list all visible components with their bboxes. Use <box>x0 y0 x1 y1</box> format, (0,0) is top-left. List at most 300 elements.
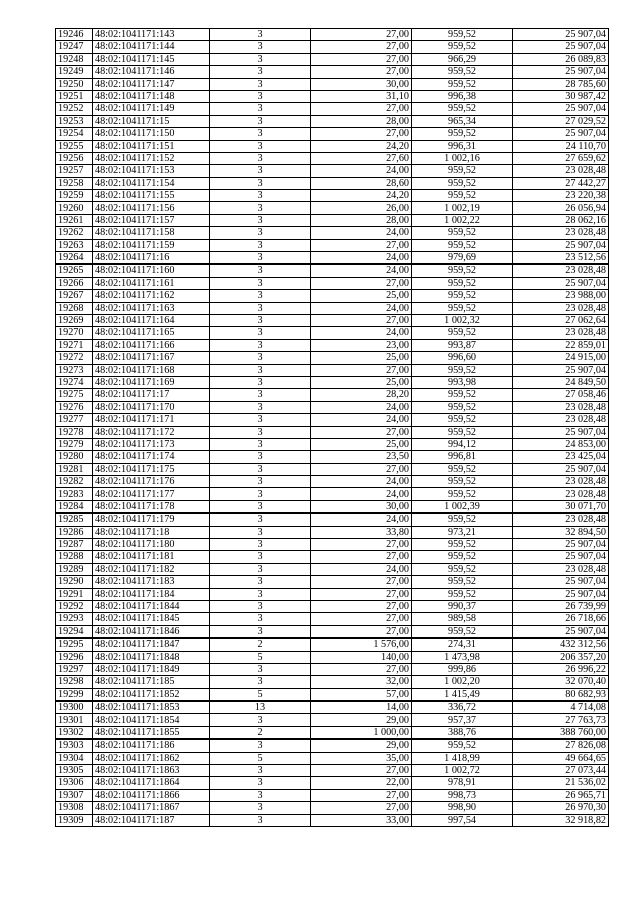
table-row <box>56 214 609 226</box>
row-number-cell: 19286 <box>56 526 93 538</box>
row-number-cell: 19298 <box>56 676 93 688</box>
row-number-cell: 19267 <box>56 290 93 302</box>
table-row <box>56 190 609 202</box>
area-cell: 1 000,00 <box>311 726 412 739</box>
row-number-cell: 19257 <box>56 165 93 177</box>
row-number-cell: 19258 <box>56 177 93 189</box>
cadastral-number-cell: 48:02:1041171:156 <box>93 202 210 214</box>
category-cell: 3 <box>210 115 311 127</box>
specific-value-cell: 959,52 <box>412 103 513 115</box>
cadastral-value-cell: 26 996,22 <box>513 663 609 675</box>
cadastral-number-cell: 48:02:1041171:181 <box>93 551 210 563</box>
cadastral-number-cell: 48:02:1041171:177 <box>93 488 210 500</box>
table-row <box>56 376 609 388</box>
table-row <box>56 576 609 588</box>
specific-value-cell: 959,52 <box>412 588 513 600</box>
area-cell: 27,00 <box>311 789 412 801</box>
category-cell: 3 <box>210 29 311 41</box>
area-cell: 33,80 <box>311 526 412 538</box>
cadastral-number-cell: 48:02:1041171:183 <box>93 576 210 588</box>
cadastral-value-cell: 25 907,04 <box>513 576 609 588</box>
cadastral-number-cell: 48:02:1041171:1864 <box>93 777 210 789</box>
category-cell: 3 <box>210 277 311 289</box>
row-number-cell: 19275 <box>56 389 93 401</box>
area-cell: 28,00 <box>311 115 412 127</box>
cadastral-number-cell: 48:02:1041171:185 <box>93 676 210 688</box>
area-cell: 27,00 <box>311 364 412 376</box>
cadastral-number-cell: 48:02:1041171:158 <box>93 227 210 239</box>
cadastral-value-cell: 25 907,04 <box>513 128 609 140</box>
cadastral-value-cell: 23 028,48 <box>513 563 609 575</box>
area-cell: 27,00 <box>311 66 412 78</box>
category-cell: 3 <box>210 463 311 475</box>
table-row <box>56 66 609 78</box>
table-row <box>56 290 609 302</box>
area-cell: 35,00 <box>311 752 412 764</box>
specific-value-cell: 959,52 <box>412 364 513 376</box>
table-row <box>56 765 609 777</box>
area-cell: 27,00 <box>311 41 412 53</box>
area-cell: 23,00 <box>311 339 412 351</box>
cadastral-number-cell: 48:02:1041171:161 <box>93 277 210 289</box>
table-row <box>56 438 609 450</box>
table-row <box>56 551 609 563</box>
area-cell: 24,00 <box>311 302 412 314</box>
cadastral-value-cell: 25 907,04 <box>513 426 609 438</box>
area-cell: 27,00 <box>311 128 412 140</box>
category-cell: 3 <box>210 264 311 277</box>
category-cell: 3 <box>210 576 311 588</box>
specific-value-cell: 959,52 <box>412 41 513 53</box>
cadastral-number-cell: 48:02:1041171:182 <box>93 563 210 575</box>
cadastral-value-cell: 25 907,04 <box>513 364 609 376</box>
category-cell: 3 <box>210 588 311 600</box>
specific-value-cell: 966,29 <box>412 53 513 65</box>
specific-value-cell: 1 002,39 <box>412 500 513 513</box>
category-cell: 3 <box>210 78 311 90</box>
specific-value-cell: 274,31 <box>412 638 513 651</box>
cadastral-value-cell: 26 739,99 <box>513 600 609 612</box>
table-row <box>56 414 609 426</box>
area-cell: 24,20 <box>311 190 412 202</box>
cadastral-number-cell: 48:02:1041171:160 <box>93 264 210 277</box>
category-cell: 3 <box>210 239 311 251</box>
category-cell: 13 <box>210 701 311 714</box>
cadastral-value-cell: 27 659,62 <box>513 152 609 164</box>
cadastral-value-cell: 25 907,04 <box>513 588 609 600</box>
specific-value-cell: 959,52 <box>412 29 513 41</box>
table-row <box>56 352 609 364</box>
cadastral-value-cell: 25 907,04 <box>513 239 609 251</box>
cadastral-value-cell: 23 028,48 <box>513 488 609 500</box>
area-cell: 57,00 <box>311 688 412 701</box>
row-number-cell: 19266 <box>56 277 93 289</box>
specific-value-cell: 998,73 <box>412 789 513 801</box>
cadastral-value-cell: 25 907,04 <box>513 277 609 289</box>
specific-value-cell: 959,52 <box>412 190 513 202</box>
cadastral-number-cell: 48:02:1041171:1844 <box>93 600 210 612</box>
area-cell: 24,00 <box>311 488 412 500</box>
specific-value-cell: 959,52 <box>412 277 513 289</box>
cadastral-number-cell: 48:02:1041171:176 <box>93 476 210 488</box>
row-number-cell: 19296 <box>56 651 93 663</box>
table-row <box>56 426 609 438</box>
cadastral-number-cell: 48:02:1041171:15 <box>93 115 210 127</box>
specific-value-cell: 959,52 <box>412 463 513 475</box>
area-cell: 30,00 <box>311 78 412 90</box>
row-number-cell: 19246 <box>56 29 93 41</box>
cadastral-number-cell: 48:02:1041171:16 <box>93 252 210 265</box>
cadastral-value-cell: 23 028,48 <box>513 302 609 314</box>
table-row <box>56 726 609 739</box>
cadastral-value-cell: 24 915,00 <box>513 352 609 364</box>
category-cell: 3 <box>210 41 311 53</box>
row-number-cell: 19300 <box>56 701 93 714</box>
cadastral-number-cell: 48:02:1041171:1855 <box>93 726 210 739</box>
cadastral-value-cell: 388 760,00 <box>513 726 609 739</box>
document-page <box>55 28 608 827</box>
row-number-cell: 19282 <box>56 476 93 488</box>
table-row <box>56 389 609 401</box>
area-cell: 27,00 <box>311 314 412 326</box>
area-cell: 27,00 <box>311 277 412 289</box>
cadastral-value-cell: 23 028,48 <box>513 414 609 426</box>
row-number-cell: 19293 <box>56 613 93 625</box>
area-cell: 140,00 <box>311 651 412 663</box>
cadastral-value-cell: 25 907,04 <box>513 551 609 563</box>
category-cell: 3 <box>210 663 311 675</box>
cadastral-value-cell: 32 918,82 <box>513 814 609 826</box>
row-number-cell: 19306 <box>56 777 93 789</box>
cadastral-value-cell: 25 907,04 <box>513 625 609 638</box>
table-row <box>56 625 609 638</box>
table-row <box>56 227 609 239</box>
category-cell: 3 <box>210 625 311 638</box>
row-number-cell: 19262 <box>56 227 93 239</box>
row-number-cell: 19292 <box>56 600 93 612</box>
area-cell: 27,00 <box>311 613 412 625</box>
area-cell: 27,00 <box>311 802 412 814</box>
cadastral-number-cell: 48:02:1041171:184 <box>93 588 210 600</box>
specific-value-cell: 998,90 <box>412 802 513 814</box>
cadastral-value-cell: 25 907,04 <box>513 29 609 41</box>
table-row <box>56 789 609 801</box>
cadastral-number-cell: 48:02:1041171:178 <box>93 500 210 513</box>
cadastral-number-cell: 48:02:1041171:171 <box>93 414 210 426</box>
cadastral-value-cell: 24 849,50 <box>513 376 609 388</box>
specific-value-cell: 959,52 <box>412 128 513 140</box>
cadastral-number-cell: 48:02:1041171:1848 <box>93 651 210 663</box>
area-cell: 29,00 <box>311 739 412 752</box>
specific-value-cell: 959,52 <box>412 625 513 638</box>
cadastral-value-cell: 23 028,48 <box>513 165 609 177</box>
category-cell: 3 <box>210 401 311 413</box>
specific-value-cell: 1 473,98 <box>412 651 513 663</box>
cadastral-number-cell: 48:02:1041171:180 <box>93 539 210 551</box>
specific-value-cell: 957,37 <box>412 714 513 726</box>
cadastral-value-cell: 23 028,48 <box>513 264 609 277</box>
specific-value-cell: 1 002,32 <box>412 314 513 326</box>
row-number-cell: 19295 <box>56 638 93 651</box>
table-row <box>56 314 609 326</box>
area-cell: 24,00 <box>311 401 412 413</box>
category-cell: 5 <box>210 688 311 701</box>
table-row <box>56 663 609 675</box>
table-row <box>56 463 609 475</box>
category-cell: 3 <box>210 339 311 351</box>
cadastral-value-cell: 27 763,73 <box>513 714 609 726</box>
cadastral-value-cell: 80 682,93 <box>513 688 609 701</box>
area-cell: 27,00 <box>311 588 412 600</box>
area-cell: 30,00 <box>311 500 412 513</box>
category-cell: 3 <box>210 214 311 226</box>
table-row <box>56 701 609 714</box>
row-number-cell: 19291 <box>56 588 93 600</box>
category-cell: 3 <box>210 676 311 688</box>
area-cell: 27,00 <box>311 463 412 475</box>
table-row <box>56 488 609 500</box>
cadastral-number-cell: 48:02:1041171:169 <box>93 376 210 388</box>
area-cell: 24,00 <box>311 414 412 426</box>
area-cell: 28,00 <box>311 214 412 226</box>
cadastral-number-cell: 48:02:1041171:173 <box>93 438 210 450</box>
area-cell: 27,00 <box>311 600 412 612</box>
category-cell: 2 <box>210 638 311 651</box>
category-cell: 3 <box>210 539 311 551</box>
cadastral-value-cell: 27 073,44 <box>513 765 609 777</box>
table-row <box>56 752 609 764</box>
category-cell: 3 <box>210 789 311 801</box>
table-row <box>56 177 609 189</box>
specific-value-cell: 973,21 <box>412 526 513 538</box>
cadastral-number-cell: 48:02:1041171:170 <box>93 401 210 413</box>
cadastral-value-cell: 432 312,56 <box>513 638 609 651</box>
cadastral-value-cell: 26 056,94 <box>513 202 609 214</box>
cadastral-number-cell: 48:02:1041171:17 <box>93 389 210 401</box>
area-cell: 24,00 <box>311 476 412 488</box>
table-row <box>56 128 609 140</box>
category-cell: 3 <box>210 352 311 364</box>
cadastral-value-cell: 30 987,42 <box>513 90 609 102</box>
cadastral-number-cell: 48:02:1041171:1845 <box>93 613 210 625</box>
category-cell: 3 <box>210 600 311 612</box>
row-number-cell: 19255 <box>56 140 93 152</box>
table-row <box>56 29 609 41</box>
area-cell: 25,00 <box>311 376 412 388</box>
table-body <box>56 29 609 827</box>
specific-value-cell: 978,91 <box>412 777 513 789</box>
category-cell: 3 <box>210 765 311 777</box>
cadastral-number-cell: 48:02:1041171:149 <box>93 103 210 115</box>
table-row <box>56 364 609 376</box>
cadastral-value-cell: 25 907,04 <box>513 41 609 53</box>
area-cell: 27,00 <box>311 29 412 41</box>
specific-value-cell: 1 002,72 <box>412 765 513 777</box>
cadastral-value-cell: 24 110,70 <box>513 140 609 152</box>
cadastral-value-table <box>55 28 609 827</box>
category-cell: 3 <box>210 414 311 426</box>
row-number-cell: 19288 <box>56 551 93 563</box>
category-cell: 3 <box>210 500 311 513</box>
specific-value-cell: 989,58 <box>412 613 513 625</box>
table-row <box>56 90 609 102</box>
cadastral-value-cell: 4 714,08 <box>513 701 609 714</box>
row-number-cell: 19303 <box>56 739 93 752</box>
table-row <box>56 613 609 625</box>
cadastral-value-cell: 23 028,48 <box>513 401 609 413</box>
row-number-cell: 19307 <box>56 789 93 801</box>
category-cell: 5 <box>210 752 311 764</box>
row-number-cell: 19260 <box>56 202 93 214</box>
specific-value-cell: 1 418,99 <box>412 752 513 764</box>
specific-value-cell: 959,52 <box>412 488 513 500</box>
cadastral-value-cell: 25 907,04 <box>513 66 609 78</box>
row-number-cell: 19250 <box>56 78 93 90</box>
specific-value-cell: 997,54 <box>412 814 513 826</box>
specific-value-cell: 959,52 <box>412 539 513 551</box>
row-number-cell: 19301 <box>56 714 93 726</box>
category-cell: 3 <box>210 389 311 401</box>
area-cell: 24,00 <box>311 513 412 526</box>
row-number-cell: 19284 <box>56 500 93 513</box>
row-number-cell: 19269 <box>56 314 93 326</box>
cadastral-value-cell: 25 907,04 <box>513 103 609 115</box>
area-cell: 28,60 <box>311 177 412 189</box>
area-cell: 29,00 <box>311 714 412 726</box>
area-cell: 26,00 <box>311 202 412 214</box>
category-cell: 3 <box>210 290 311 302</box>
cadastral-value-cell: 23 988,00 <box>513 290 609 302</box>
row-number-cell: 19290 <box>56 576 93 588</box>
table-row <box>56 401 609 413</box>
specific-value-cell: 965,34 <box>412 115 513 127</box>
category-cell: 3 <box>210 165 311 177</box>
specific-value-cell: 388,76 <box>412 726 513 739</box>
cadastral-number-cell: 48:02:1041171:172 <box>93 426 210 438</box>
area-cell: 25,00 <box>311 290 412 302</box>
table-row <box>56 115 609 127</box>
row-number-cell: 19263 <box>56 239 93 251</box>
cadastral-number-cell: 48:02:1041171:165 <box>93 327 210 339</box>
row-number-cell: 19280 <box>56 451 93 463</box>
cadastral-value-cell: 23 028,48 <box>513 327 609 339</box>
area-cell: 27,00 <box>311 539 412 551</box>
row-number-cell: 19272 <box>56 352 93 364</box>
cadastral-number-cell: 48:02:1041171:175 <box>93 463 210 475</box>
cadastral-number-cell: 48:02:1041171:163 <box>93 302 210 314</box>
category-cell: 3 <box>210 438 311 450</box>
specific-value-cell: 996,81 <box>412 451 513 463</box>
row-number-cell: 19251 <box>56 90 93 102</box>
category-cell: 3 <box>210 777 311 789</box>
cadastral-value-cell: 27 062,64 <box>513 314 609 326</box>
cadastral-number-cell: 48:02:1041171:174 <box>93 451 210 463</box>
cadastral-value-cell: 32 070,40 <box>513 676 609 688</box>
category-cell: 3 <box>210 613 311 625</box>
cadastral-value-cell: 30 071,70 <box>513 500 609 513</box>
area-cell: 24,00 <box>311 327 412 339</box>
cadastral-number-cell: 48:02:1041171:1852 <box>93 688 210 701</box>
cadastral-number-cell: 48:02:1041171:168 <box>93 364 210 376</box>
table-row <box>56 676 609 688</box>
cadastral-value-cell: 24 853,00 <box>513 438 609 450</box>
category-cell: 3 <box>210 302 311 314</box>
area-cell: 24,00 <box>311 264 412 277</box>
specific-value-cell: 996,60 <box>412 352 513 364</box>
cadastral-number-cell: 48:02:1041171:159 <box>93 239 210 251</box>
table-row <box>56 739 609 752</box>
category-cell: 3 <box>210 814 311 826</box>
category-cell: 3 <box>210 140 311 152</box>
specific-value-cell: 959,52 <box>412 426 513 438</box>
specific-value-cell: 1 002,16 <box>412 152 513 164</box>
specific-value-cell: 993,98 <box>412 376 513 388</box>
area-cell: 23,50 <box>311 451 412 463</box>
area-cell: 24,00 <box>311 252 412 265</box>
category-cell: 3 <box>210 314 311 326</box>
specific-value-cell: 994,12 <box>412 438 513 450</box>
specific-value-cell: 959,52 <box>412 414 513 426</box>
cadastral-number-cell: 48:02:1041171:1867 <box>93 802 210 814</box>
specific-value-cell: 959,52 <box>412 78 513 90</box>
table-row <box>56 302 609 314</box>
cadastral-value-cell: 22 859,01 <box>513 339 609 351</box>
table-row <box>56 539 609 551</box>
category-cell: 3 <box>210 551 311 563</box>
table-row <box>56 277 609 289</box>
category-cell: 3 <box>210 103 311 115</box>
row-number-cell: 19302 <box>56 726 93 739</box>
table-row <box>56 78 609 90</box>
area-cell: 22,00 <box>311 777 412 789</box>
table-row <box>56 476 609 488</box>
row-number-cell: 19309 <box>56 814 93 826</box>
cadastral-number-cell: 48:02:1041171:1853 <box>93 701 210 714</box>
row-number-cell: 19281 <box>56 463 93 475</box>
cadastral-value-cell: 25 907,04 <box>513 539 609 551</box>
category-cell: 3 <box>210 451 311 463</box>
specific-value-cell: 959,52 <box>412 264 513 277</box>
cadastral-number-cell: 48:02:1041171:155 <box>93 190 210 202</box>
cadastral-value-cell: 23 512,56 <box>513 252 609 265</box>
cadastral-value-cell: 21 536,02 <box>513 777 609 789</box>
cadastral-value-cell: 27 442,27 <box>513 177 609 189</box>
row-number-cell: 19287 <box>56 539 93 551</box>
row-number-cell: 19261 <box>56 214 93 226</box>
table-row <box>56 714 609 726</box>
row-number-cell: 19294 <box>56 625 93 638</box>
category-cell: 3 <box>210 426 311 438</box>
cadastral-number-cell: 48:02:1041171:186 <box>93 739 210 752</box>
row-number-cell: 19252 <box>56 103 93 115</box>
specific-value-cell: 959,52 <box>412 177 513 189</box>
category-cell: 3 <box>210 227 311 239</box>
area-cell: 32,00 <box>311 676 412 688</box>
row-number-cell: 19305 <box>56 765 93 777</box>
category-cell: 3 <box>210 364 311 376</box>
table-row <box>56 802 609 814</box>
cadastral-value-cell: 23 028,48 <box>513 513 609 526</box>
cadastral-number-cell: 48:02:1041171:147 <box>93 78 210 90</box>
category-cell: 3 <box>210 90 311 102</box>
specific-value-cell: 996,31 <box>412 140 513 152</box>
category-cell: 3 <box>210 152 311 164</box>
specific-value-cell: 1 002,20 <box>412 676 513 688</box>
table-row <box>56 165 609 177</box>
specific-value-cell: 1 415,49 <box>412 688 513 701</box>
cadastral-number-cell: 48:02:1041171:150 <box>93 128 210 140</box>
category-cell: 3 <box>210 526 311 538</box>
